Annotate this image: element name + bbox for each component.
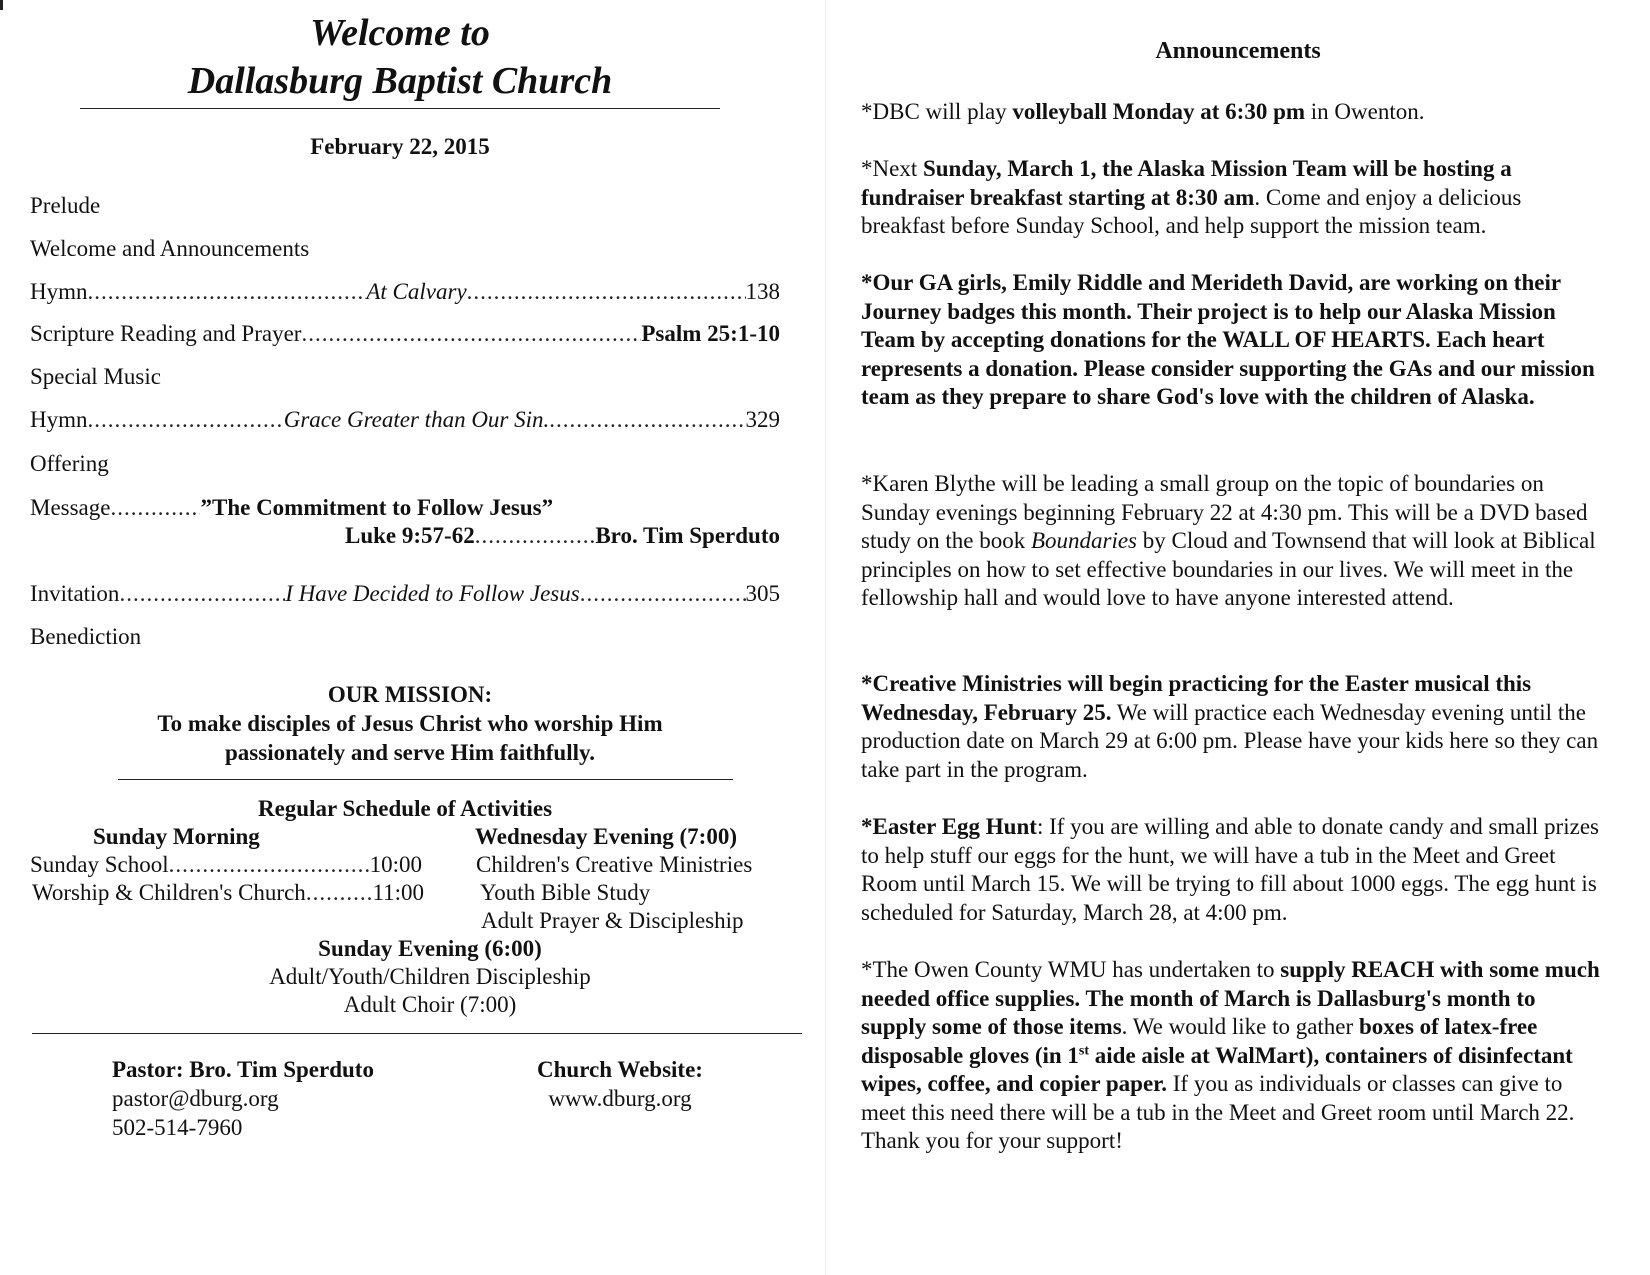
hymn-title: Grace Greater than Our Sin. — [283, 407, 550, 432]
website-link[interactable]: www.dburg.org — [548, 1086, 692, 1111]
hymn-label: Hymn — [30, 279, 88, 304]
scripture-label: Scripture Reading and Prayer — [30, 321, 302, 346]
leader-dots — [88, 278, 367, 306]
ann-superscript: st — [1078, 1042, 1090, 1058]
mission-heading: OUR MISSION: — [327, 682, 493, 707]
announcement-wmu-supplies — [861, 956, 1606, 1156]
ann-bold: supply REACH with some much needed office supplies. The month of March is Dallasburg's month to supply some of those items — [861, 957, 1600, 1039]
announcement-ga-girls — [861, 269, 1606, 412]
leader-dots — [88, 406, 284, 434]
ann-bold: *Our GA girls, Emily Riddle and Merideth David, are working on their Journey badges this month. Their project is to help our Alaska Mission Team by accepting donations for the WALL OF HEARTS. Each heart represents a donation. Please consider supporting the GAs and our mission team as they prepare to share God's love with the children of Alaska. — [861, 270, 1595, 409]
invitation-label: Invitation — [30, 581, 120, 606]
wednesday-evening-heading: Wednesday Evening (7:00) — [475, 824, 737, 849]
invitation-hymn-title: I Have Decided to Follow Jesus — [285, 581, 580, 606]
contact-rule — [32, 1033, 802, 1034]
order-invitation — [30, 580, 780, 608]
order-prelude: Prelude — [30, 193, 101, 218]
schedule-time: 10:00 — [369, 852, 422, 877]
mission-rule — [118, 779, 733, 780]
announcement-egg-hunt — [861, 813, 1606, 927]
schedule-time: 11:00 — [372, 880, 424, 905]
order-hymn-2 — [30, 406, 780, 434]
service-date: February 22, 2015 — [310, 134, 490, 159]
message-title: ”The Commitment to Follow Jesus” — [200, 495, 554, 520]
leader-dots — [580, 580, 746, 608]
leader-dots — [467, 278, 746, 306]
title-rule — [80, 108, 720, 109]
order-offering: Offering — [30, 451, 109, 476]
wednesday-item: Adult Prayer & Discipleship — [481, 908, 744, 933]
order-scripture — [30, 320, 780, 348]
announcement-small-group — [861, 470, 1606, 613]
website-heading: Church Website: — [537, 1057, 703, 1082]
order-benediction: Benediction — [30, 624, 142, 649]
pastor-heading: Pastor: Bro. Tim Sperduto — [112, 1057, 374, 1082]
schedule-label: Worship & Children's Church — [32, 880, 306, 905]
ann-text: in Owenton. — [1305, 99, 1425, 124]
message-label: Message — [30, 495, 111, 520]
announcement-volleyball — [861, 98, 1606, 127]
ann-bold: volleyball Monday at 6:30 pm — [1012, 99, 1306, 124]
ann-text: : If you are willing and able to donate candy and small prizes to help stuff our eggs for the hunt, we will have a tub in the Meet and Greet Room until March 15. We will be trying to fill about 1000 eggs. The egg hunt is scheduled for Saturday, March 28, at 4:00 pm. — [861, 814, 1599, 925]
schedule-label: Sunday School — [30, 852, 169, 877]
pastor-phone: 502-514-7960 — [112, 1115, 243, 1140]
ann-text: *The Owen County WMU has undertaken to — [861, 957, 1281, 982]
announcement-breakfast — [861, 155, 1606, 241]
leader-dots — [169, 851, 370, 879]
hymn-number: 138 — [745, 279, 781, 304]
ann-text: *DBC will play — [861, 99, 1013, 124]
order-message — [30, 494, 553, 522]
message-speaker: Bro. Tim Sperduto — [595, 523, 780, 548]
ann-text: If you as individuals or classes can give to meet this need there will be a tub in the Meet and Greet room until March 22. Thank you for your support! — [861, 1071, 1575, 1153]
wednesday-item: Youth Bible Study — [480, 880, 651, 905]
mission-line-2: passionately and serve Him faithfully. — [225, 740, 595, 765]
ann-bold: *Creative Ministries will begin practicing for the Easter musical this Wednesday, February 25. — [861, 671, 1532, 725]
ann-bold: aide aisle at WalMart), containers of disinfectant wipes, coffee, and copier paper. — [861, 1042, 1573, 1096]
ann-text: . We would like to gather — [1121, 1014, 1359, 1039]
sunday-morning-heading: Sunday Morning — [93, 824, 260, 849]
pastor-email[interactable]: pastor@dburg.org — [112, 1086, 279, 1111]
church-name-title: Dallasburg Baptist Church — [187, 60, 613, 102]
leader-dots — [110, 494, 200, 522]
order-message-details — [345, 522, 780, 550]
invitation-hymn-number: 305 — [745, 581, 781, 606]
ann-text: *Next — [861, 156, 923, 181]
leader-dots — [549, 406, 745, 434]
ann-bold: Sunday, March 1, the Alaska Mission Team will be hosting a fundraiser breakfast starting at 8:30 am — [861, 156, 1512, 210]
ann-text: . Come and enjoy a delicious breakfast before Sunday School, and help support the mission team. — [861, 184, 1522, 238]
order-hymn-1 — [30, 278, 780, 306]
schedule-row — [32, 879, 424, 907]
hymn-title: At Calvary — [366, 279, 467, 304]
welcome-title: Welcome to — [310, 12, 490, 54]
mission-line-1: To make disciples of Jesus Christ who worship Him — [157, 711, 663, 736]
ann-bold: boxes of latex-free disposable gloves (in 1 — [861, 1014, 1538, 1068]
bulletin-right-panel — [826, 0, 1650, 1275]
announcement-easter-musical — [861, 670, 1606, 784]
ann-text: by Cloud and Townsend that will look at Biblical principles on how to set effective boundaries in our lives. We will meet in the fellowship hall and would love to have anyone interested attend. — [861, 528, 1596, 610]
scripture-reference: Psalm 25:1-10 — [641, 321, 780, 346]
leader-dots — [475, 522, 596, 550]
sunday-evening-item: Adult/Youth/Children Discipleship — [269, 964, 591, 989]
wednesday-item: Children's Creative Ministries — [476, 852, 753, 877]
order-welcome: Welcome and Announcements — [30, 236, 310, 261]
hymn-number: 329 — [745, 407, 781, 432]
announcements-heading: Announcements — [1155, 38, 1321, 64]
leader-dots — [301, 320, 641, 348]
leader-dots — [119, 580, 285, 608]
ann-text: We will practice each Wednesday evening until the production date on March 29 at 6:00 pm. Please have your kids here so they can take part in the program. — [861, 699, 1599, 782]
hymn-label: Hymn — [30, 407, 88, 432]
schedule-row — [30, 851, 422, 879]
ann-bold: *Easter Egg Hunt — [861, 814, 1037, 839]
ann-text: *Karen Blythe will be leading a small group on the topic of boundaries on Sunday evenings beginning February 22 at 4:30 pm. This will be a DVD based study on the book — [861, 471, 1588, 553]
message-scripture: Luke 9:57-62 — [345, 523, 475, 548]
sunday-evening-heading: Sunday Evening (6:00) — [318, 936, 542, 961]
leader-dots — [306, 879, 373, 907]
ann-book-title: Boundaries — [1030, 528, 1138, 553]
sunday-evening-item: Adult Choir (7:00) — [343, 992, 517, 1017]
order-special-music: Special Music — [30, 364, 161, 389]
schedule-heading: Regular Schedule of Activities — [257, 796, 553, 821]
